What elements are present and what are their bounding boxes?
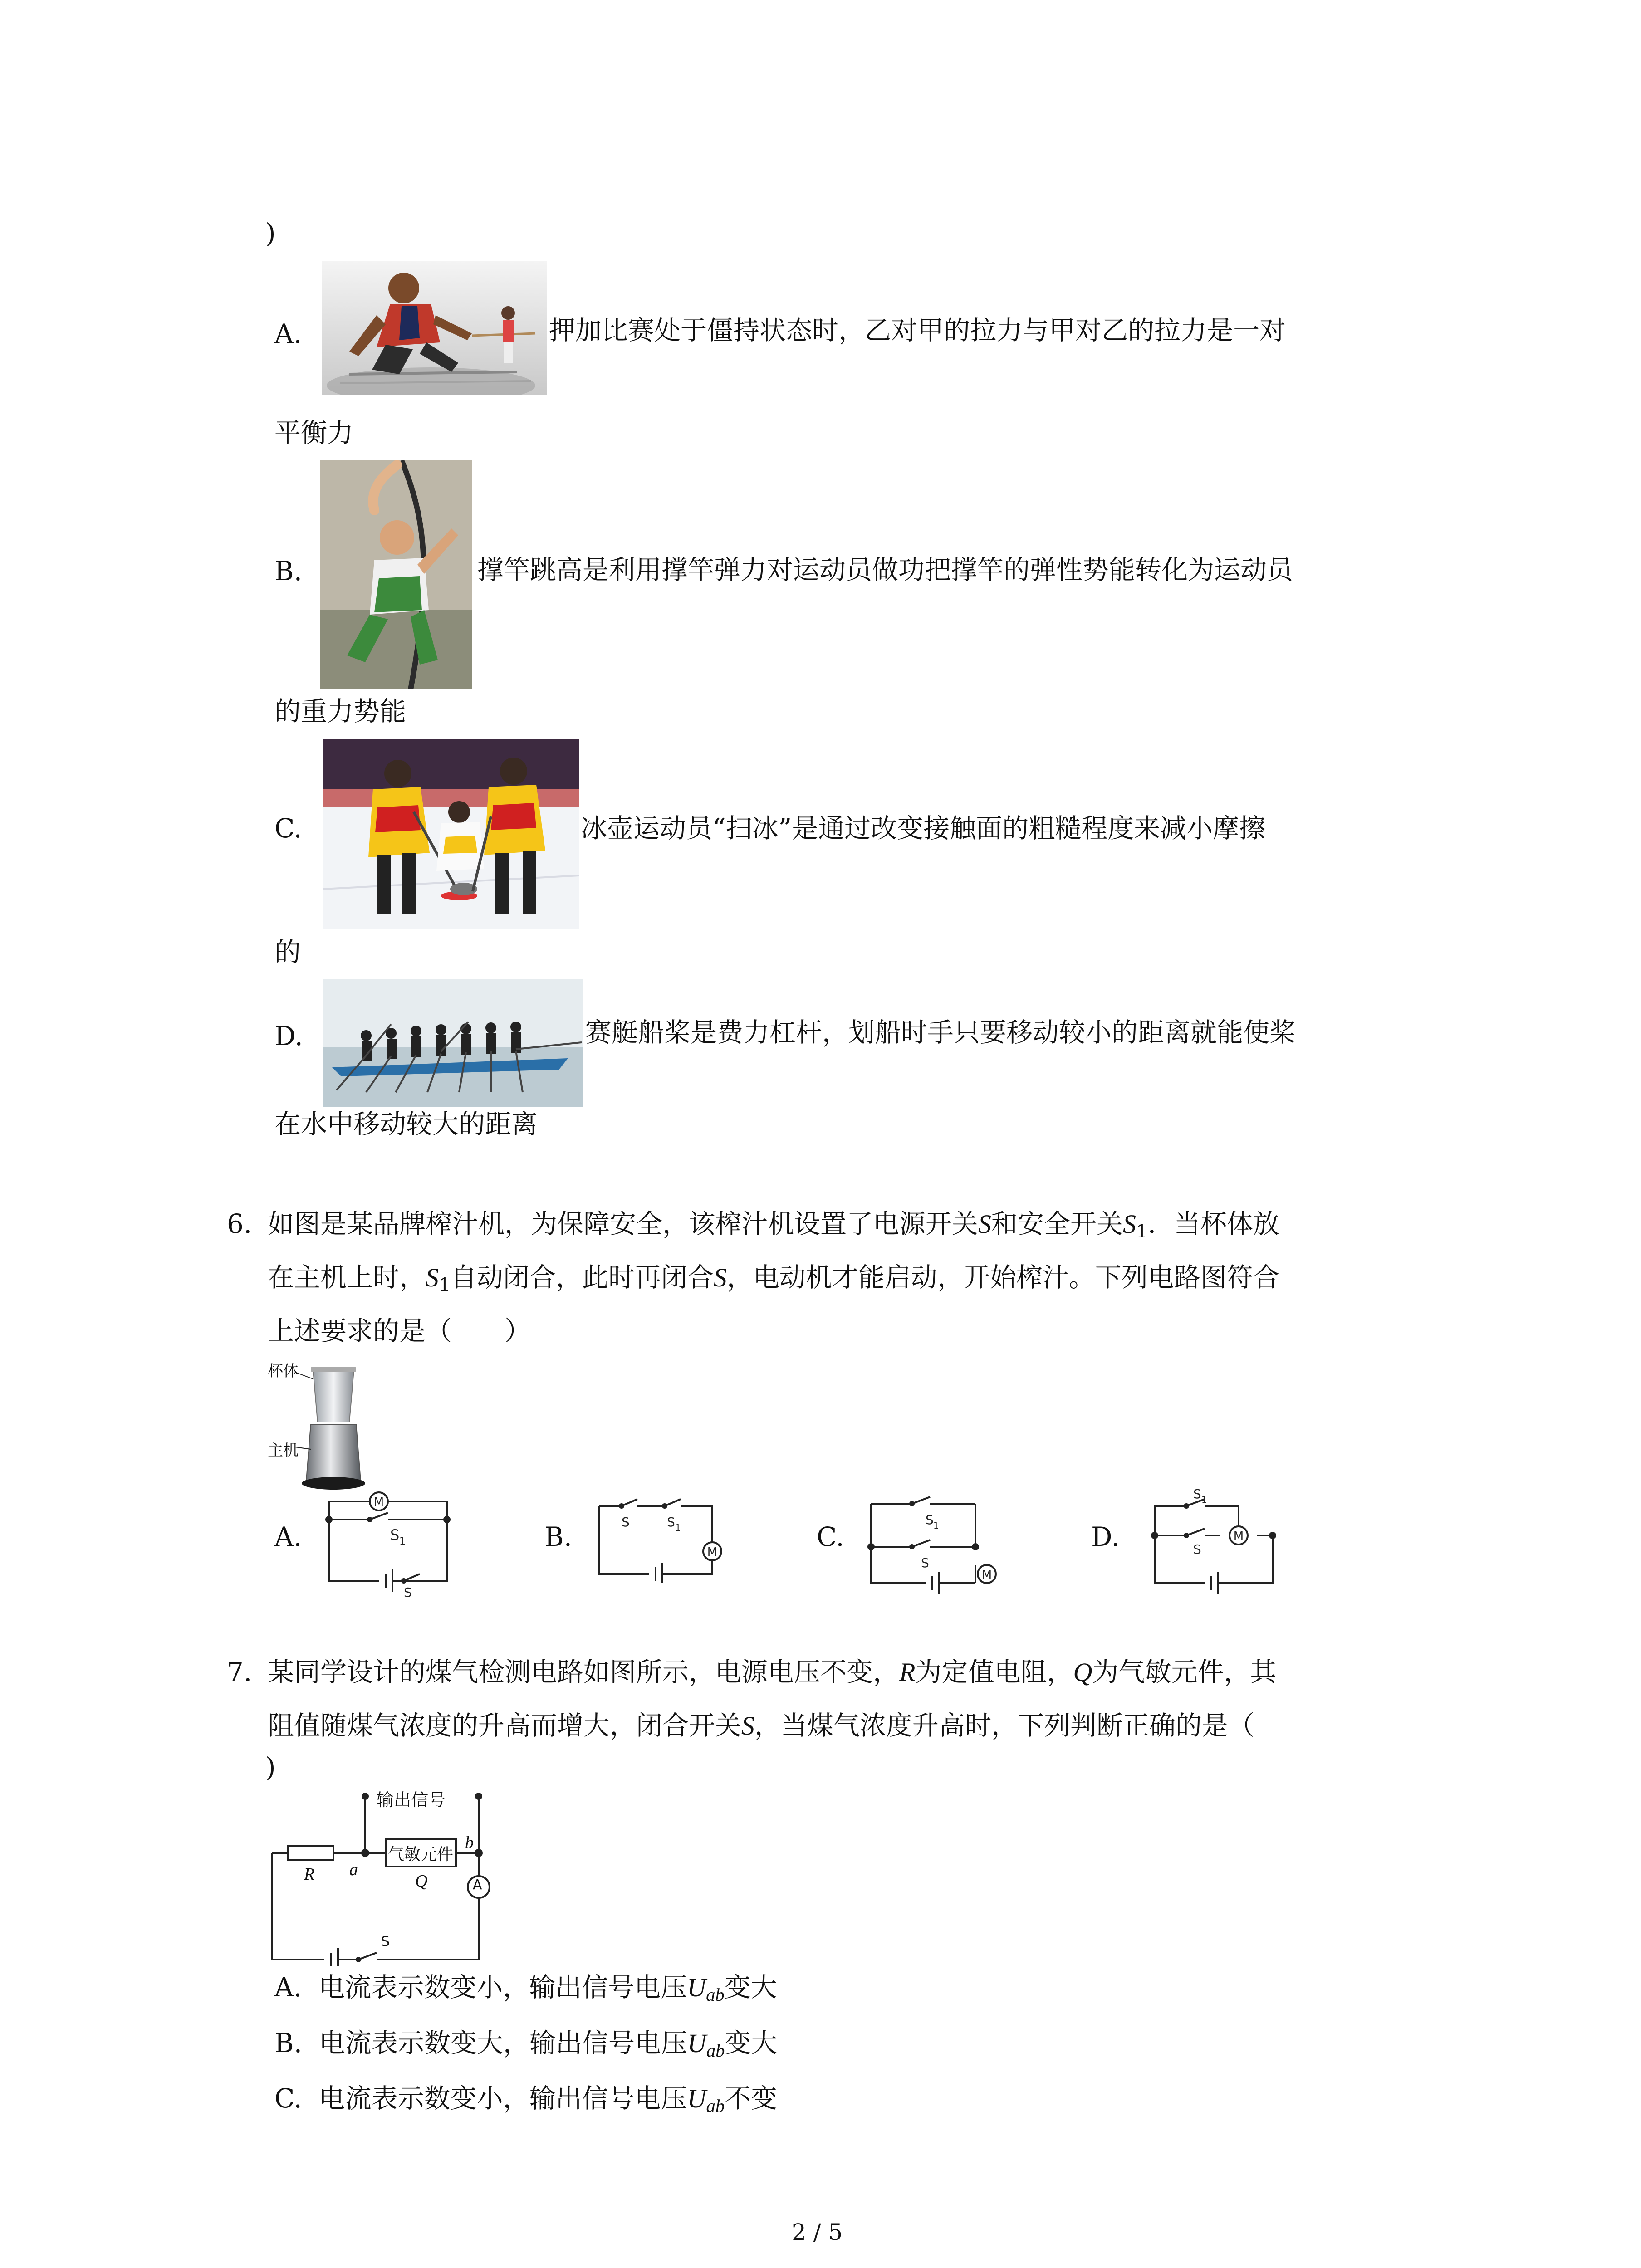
svg-text:S: S — [1193, 1542, 1201, 1557]
q5-option-b-continuation: 的重力势能 — [274, 696, 407, 727]
svg-text:1: 1 — [675, 1522, 681, 1533]
q5-option-a-photo — [322, 261, 547, 395]
q7-line-1: 某同学设计的煤气检测电路如图所示，电源电压不变，R为定值电阻，Q为气敏元件，其 — [268, 1657, 1277, 1687]
q5-option-b-letter: B. — [274, 556, 303, 587]
q5-option-d-continuation: 在水中移动较大的距离 — [274, 1109, 538, 1139]
q6-line-2: 在主机上时，$S_1$自动闭合，此时再闭合S，电动机才能启动，开始榨汁。下列电路图符合 — [268, 1262, 1279, 1296]
q5-option-b-text: 撑竿跳高是利用撑竿弹力对运动员做功把撑竿的弹性势能转化为运动员 — [477, 554, 1293, 585]
q6-cup-label: 杯体 — [268, 1362, 299, 1380]
svg-text:S: S — [921, 1555, 929, 1570]
q5-option-a-continuation: 平衡力 — [274, 417, 354, 448]
q7-gas-sensor-label: 气敏元件 — [388, 1845, 454, 1864]
svg-text:S: S — [622, 1515, 630, 1530]
q5-closing-paren: ) — [265, 218, 276, 249]
q5-option-c-text: 冰壶运动员“扫冰”是通过改变接触面的粗糙程度来减小摩擦 — [581, 813, 1266, 844]
svg-text:S: S — [667, 1515, 675, 1530]
q5-option-d-letter: D. — [274, 1021, 303, 1051]
q6-option-d-letter: D. — [1091, 1521, 1120, 1552]
q7-number: 7. — [227, 1657, 252, 1687]
q6-option-b-letter: B. — [544, 1521, 573, 1552]
svg-text:M: M — [1233, 1530, 1244, 1543]
q7-b-label: b — [465, 1833, 474, 1852]
svg-text:S: S — [390, 1526, 400, 1544]
q7-option-c: C. 电流表示数变小，输出信号电压$U_{ab}$不变 — [274, 2083, 778, 2116]
q7-line-2: 阻值随煤气浓度的升高而增大，闭合开关S，当煤气浓度升高时，下列判断正确的是（ — [268, 1710, 1255, 1741]
q5-option-d-photo — [323, 979, 583, 1107]
svg-text:S: S — [926, 1512, 934, 1527]
q6-option-c-circuit — [864, 1488, 1003, 1597]
q7-a-label: a — [349, 1860, 358, 1879]
q6-line-3: 上述要求的是（ ） — [268, 1315, 531, 1346]
svg-text:M: M — [981, 1568, 992, 1582]
q6-number: 6. — [227, 1208, 252, 1239]
q5-option-c-continuation: 的 — [274, 937, 301, 968]
q7-r-label: R — [304, 1865, 315, 1884]
q6-option-c-letter: C. — [817, 1521, 844, 1552]
q5-option-d-text: 赛艇船桨是费力杠杆，划船时手只要移动较小的距离就能使桨 — [585, 1017, 1296, 1048]
q6-juicer-figure — [268, 1359, 372, 1495]
svg-text:M: M — [707, 1545, 718, 1559]
q5-option-a-letter: A. — [274, 318, 302, 349]
q7-switch-label: S — [381, 1934, 390, 1950]
q5-option-c-letter: C. — [274, 813, 302, 844]
q6-option-b-circuit — [592, 1490, 730, 1583]
q7-line-3: ) — [265, 1752, 276, 1783]
svg-text:S: S — [1193, 1486, 1201, 1501]
q6-option-a-circuit — [322, 1488, 454, 1597]
svg-text:S: S — [404, 1585, 412, 1597]
q7-q-label: Q — [415, 1872, 428, 1891]
q7-output-signal-label: 输出信号 — [377, 1790, 446, 1810]
q7-option-b: B. 电流表示数变大，输出信号电压$U_{ab}$变大 — [274, 2028, 778, 2061]
q7-circuit-figure — [265, 1789, 501, 1966]
q5-option-a-text: 押加比赛处于僵持状态时，乙对甲的拉力与甲对乙的拉力是一对 — [549, 315, 1286, 346]
q7-option-a: A. 电流表示数变小，输出信号电压$U_{ab}$变大 — [274, 1972, 777, 2005]
q5-option-c-photo — [323, 739, 579, 929]
q6-option-d-circuit — [1148, 1486, 1279, 1597]
svg-text:1: 1 — [933, 1520, 939, 1531]
svg-text:M: M — [373, 1496, 384, 1509]
page-number: 2 / 5 — [792, 2219, 843, 2245]
q6-line-1: 如图是某品牌榨汁机，为保障安全，该榨汁机设置了电源开关S和安全开关$S_1$．当杯体放 — [268, 1208, 1279, 1242]
q6-option-a-letter: A. — [274, 1521, 302, 1552]
svg-text:1: 1 — [1201, 1494, 1207, 1505]
ammeter-icon: A — [473, 1877, 482, 1893]
q6-base-label: 主机 — [268, 1442, 299, 1460]
svg-text:1: 1 — [399, 1536, 406, 1547]
q5-option-b-photo — [320, 460, 472, 689]
